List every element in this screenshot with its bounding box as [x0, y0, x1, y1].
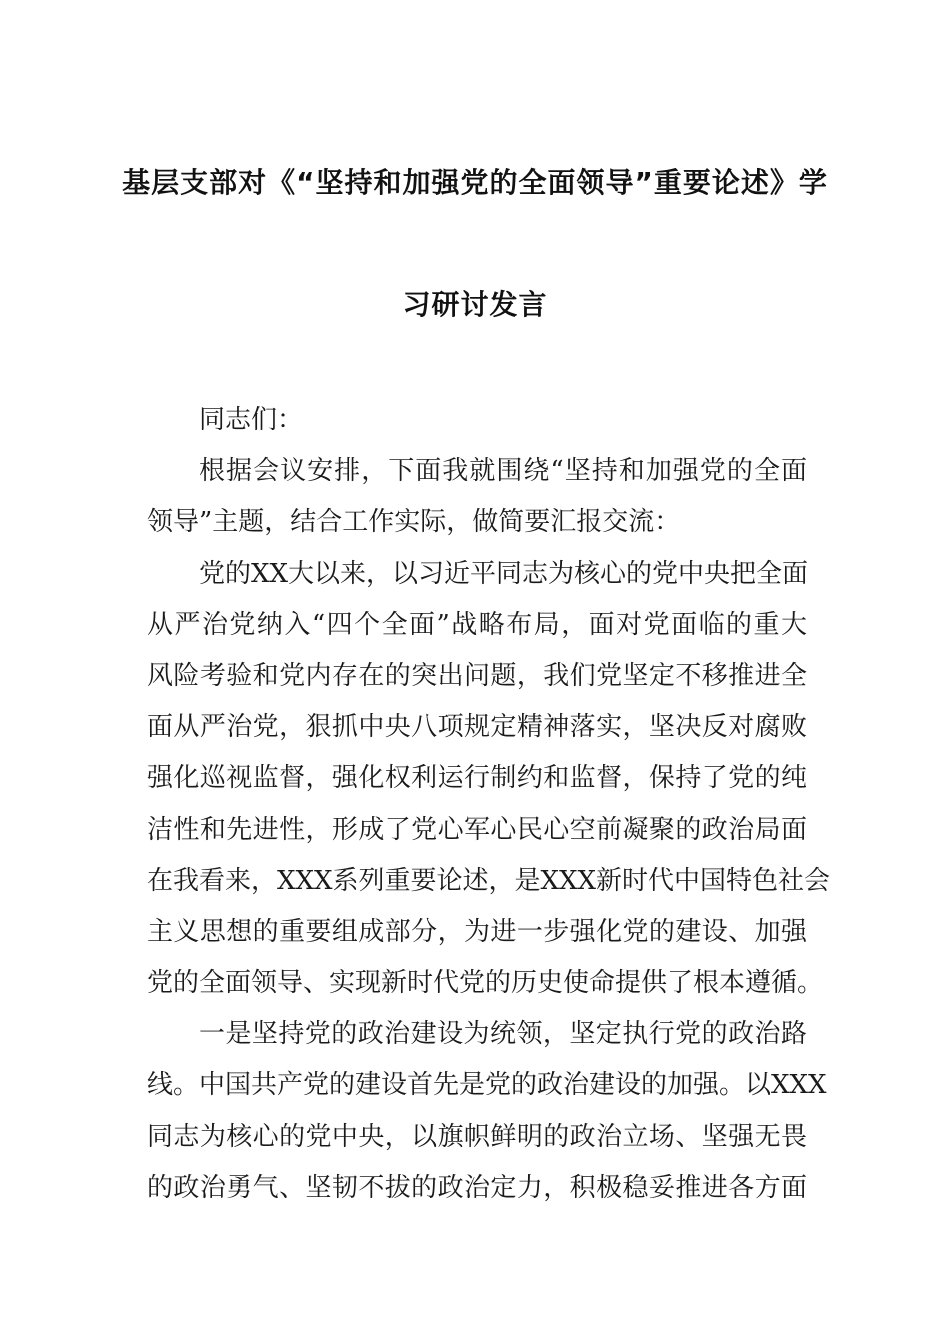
paragraph-line: 风险考验和党内存在的突出问题，我们党坚定不移推进全	[147, 660, 807, 691]
paragraph-line: 线。中国共产党的建设首先是党的政治建设的加强。以XXX	[147, 1070, 827, 1101]
paragraph-line: 同志为核心的党中央，以旗帜鲜明的政治立场、坚强无畏	[147, 1121, 807, 1152]
paragraph-line: 主义思想的重要组成部分，为进一步强化党的建设、加强	[147, 916, 807, 947]
paragraph-line: 的政治勇气、坚韧不拔的政治定力，积极稳妥推进各方面	[147, 1172, 807, 1203]
paragraph-line: 面从严治党，狠抓中央八项规定精神落实，坚决反对腐败	[147, 712, 807, 743]
paragraph-line: 从严治党纳入“四个全面”战略布局，面对党面临的重大	[147, 609, 807, 640]
paragraph-line: 根据会议安排，下面我就围绕“坚持和加强党的全面	[199, 456, 807, 487]
document-body	[147, 395, 831, 1214]
paragraph-line: 党的全面领导、实现新时代党的历史使命提供了根本遵循。	[147, 968, 824, 999]
paragraph-line: 领导”主题，结合工作实际，做简要汇报交流：	[147, 507, 681, 538]
salutation: 同志们：	[199, 405, 304, 435]
paragraph-line: 强化巡视监督，强化权利运行制约和监督，保持了党的纯	[147, 763, 807, 794]
document-title-line-2: 习研讨发言	[402, 288, 548, 321]
paragraph-line: 洁性和先进性，形成了党心军心民心空前凝聚的政治局面	[147, 814, 807, 845]
document-title-line-1: 基层支部对《“坚持和加强党的全面领导”重要论述》学	[122, 166, 828, 199]
paragraph-line: 一是坚持党的政治建设为统领，坚定执行党的政治路	[199, 1019, 807, 1050]
paragraph-line: 在我看来，XXX系列重要论述，是XXX新时代中国特色社会	[147, 865, 831, 896]
paragraph-line: 党的XX大以来，以习近平同志为核心的党中央把全面	[199, 558, 809, 589]
